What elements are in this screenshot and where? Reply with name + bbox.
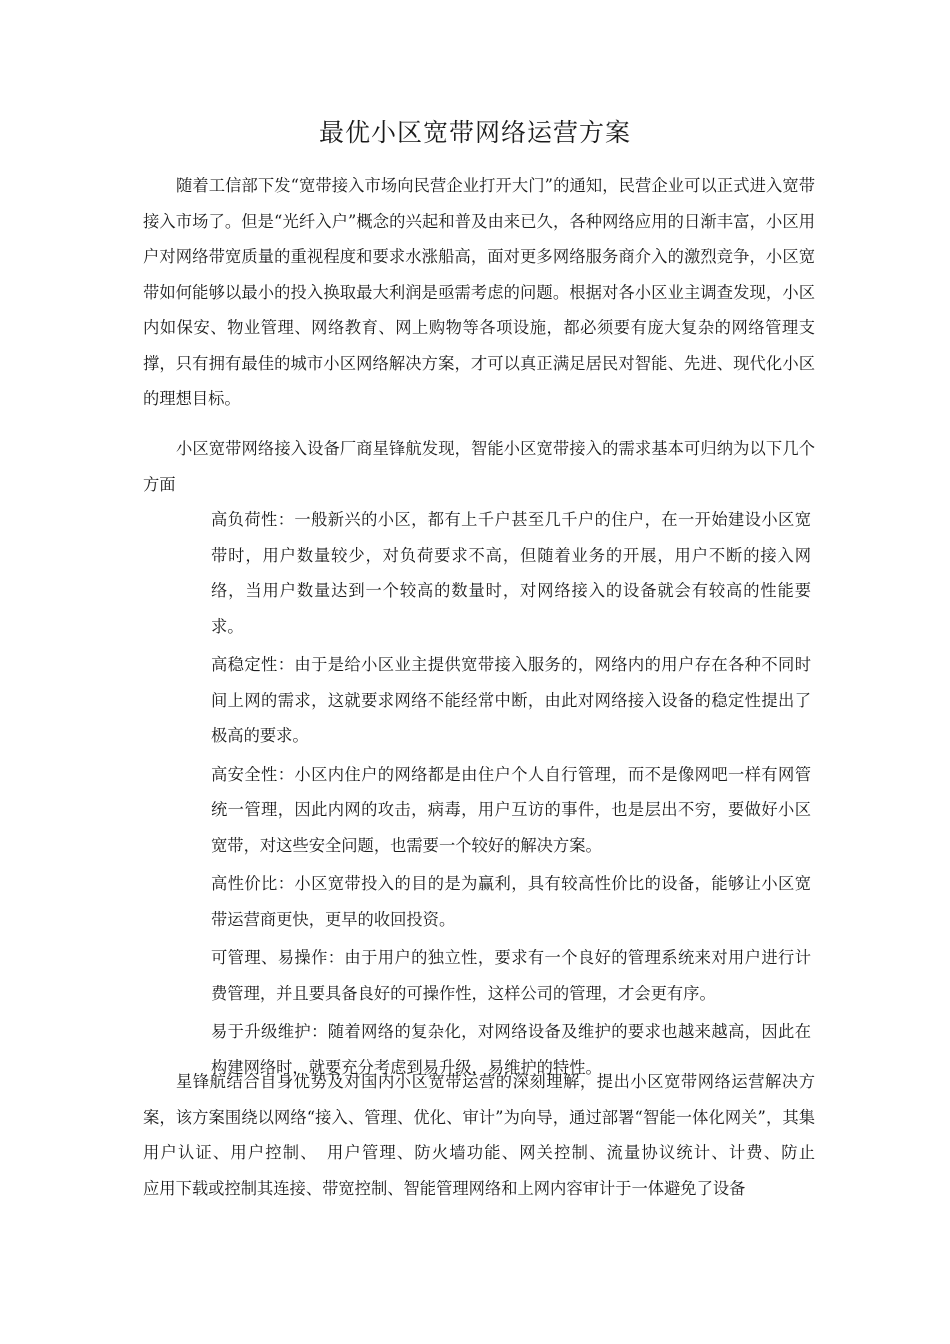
solution-paragraph: 星锋航结合自身优势及对国内小区宽带运营的深刻理解，提出小区宽带网络运营解决方案，该方案围绕以网络“接入、管理、优化、审计”为向导，通过部署“智能一体化网关”，其集用户认证、用户控制、 用户管理、防火墙功能、网关控制、流量协议统计、计费、防止 应用下载或控制其连接、带宽控制、智能管理网络和上网内容审计于一体避免了设备: [143, 1072, 848, 1198]
intro-paragraph: 随着工信部下发“宽带接入市场向民营企业打开大门”的通知，民营企业可以正式进入宽带接入市场了。但是“光纤入户”概念的兴起和普及由来已久，各种网络应用的日渐丰富，小区用户对网络带宽质量的重视程度和要求水涨船高，面对更多网络服务商介入的激烈竞争，小区宽带如何能够以最小的投入换取最大利润是亟需考虑的问题。根据对各小区业主调查发现，小区内如保安、物业管理、网络教育、网上购物等各项设施，都必须要有庞大复杂的网络管理支撑，只有拥有最佳的城市小区网络解决方案，才可以真正满足居民对智能、先进、现代化小区的理想目标。: [143, 176, 815, 408]
requirement-high-load: 高负荷性：一般新兴的小区，都有上千户甚至几千户的住户，在一开始建设小区宽带时，用户数量较少，对负荷要求不高，但随着业务的开展，用户不断的接入网络，当用户数量达到一个较高的数量时，对网络接入的设备就会有较高的性能要求。: [211, 510, 811, 636]
requirements-intro-paragraph: 小区宽带网络接入设备厂商星锋航发现，智能小区宽带接入的需求基本可归纳为以下几个方面: [143, 439, 815, 494]
document-title: 最优小区宽带网络运营方案: [318, 118, 631, 147]
requirement-high-stability: 高稳定性：由于是给小区业主提供宽带接入服务的，网络内的用户存在各种不同时间上网的需求，这就要求网络不能经常中断，由此对网络接入设备的稳定性提出了极高的要求。: [211, 655, 811, 745]
requirement-upgradable: 易于升级维护：随着网络的复杂化，对网络设备及维护的要求也越来越高，因此在构建网络时，就要充分考虑到易升级，易维护的特性。: [211, 1022, 811, 1077]
requirement-manageable: 可管理、易操作：由于用户的独立性，要求有一个良好的管理系统来对用户进行计费管理，并且要具备良好的可操作性，这样公司的管理，才会更有序。: [211, 948, 811, 1003]
requirement-cost-effective: 高性价比：小区宽带投入的目的是为赢利，具有较高性价比的设备，能够让小区宽带运营商更快，更早的收回投资。: [211, 874, 811, 929]
requirement-high-security: 高安全性：小区内住户的网络都是由住户个人自行管理，而不是像网吧一样有网管统一管理，因此内网的攻击，病毒，用户互访的事件，也是层出不穷，要做好小区宽带，对这些安全问题，也需要一个较好的解决方案。: [211, 764, 811, 855]
requirements-list: [211, 502, 811, 1088]
